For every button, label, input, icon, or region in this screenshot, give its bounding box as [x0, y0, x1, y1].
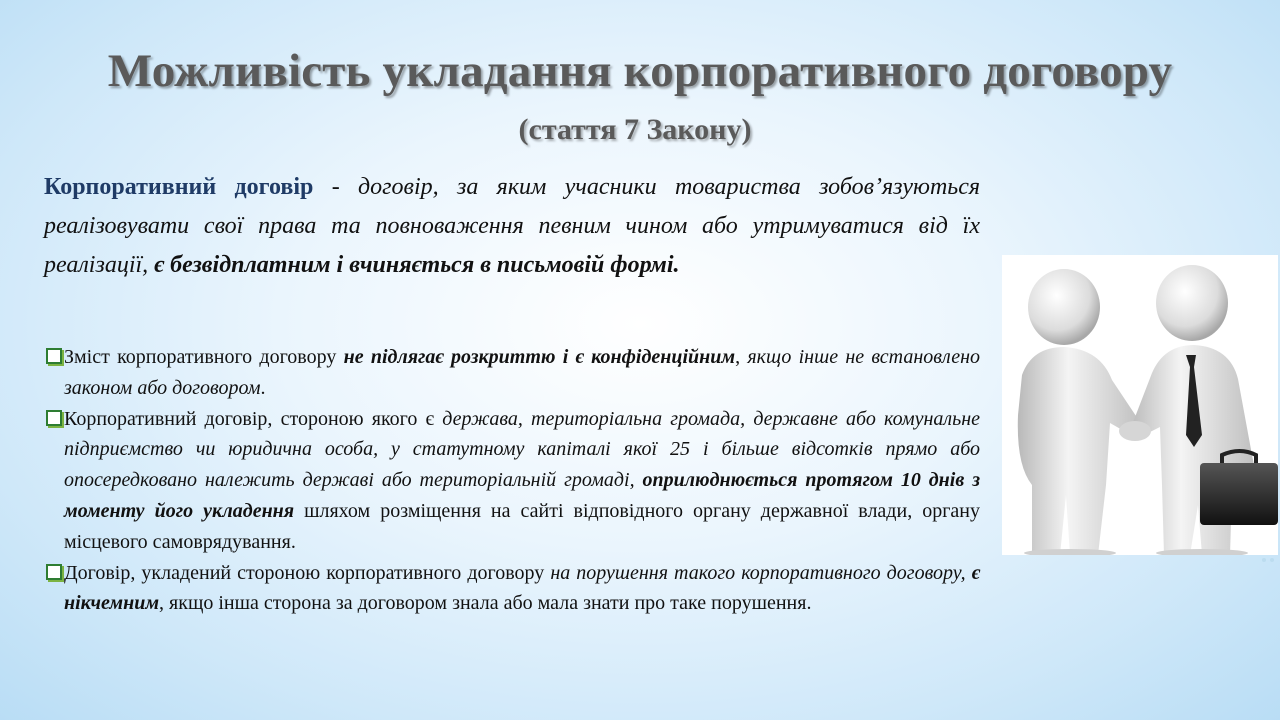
bullet-text-segment: ,: [735, 346, 748, 368]
bullet-text-segment: не підлягає розкриттю і є конфіденційним: [343, 346, 736, 368]
bullet-text-segment: шляхом розміщення на сайті відповідного органу державної влади, органу місцевого самоврядування.: [64, 499, 980, 553]
bullet-text-segment: Зміст корпоративного договору: [64, 346, 344, 368]
bullet-text-segment: на порушення такого корпоративного договору,: [550, 561, 972, 584]
bullet-list: [46, 342, 980, 619]
slide-subtitle: (стаття 7 Закону): [518, 113, 752, 146]
bullet-item: [46, 558, 980, 620]
bullet-text-segment: Договір, укладений стороною корпоративного договору: [64, 561, 551, 584]
definition-dash: -: [313, 174, 359, 200]
bullet-text-segment: держава, територіальна громада, державне або комунальне підприємство чи юридична особа, у статутному капіталі якої 25 і більше відсотків прямо або опосередковано належить державі або територіальній громаді,: [64, 407, 980, 492]
checkbox-bullet-icon: [46, 348, 62, 364]
bullet-text-segment: , якщо інша сторона за договором знала або мала знати про таке порушення.: [159, 592, 812, 615]
definition-paragraph: [44, 168, 980, 285]
bullet-text-segment: оприлюднюється протягом 10 днів з моменту його укладення: [64, 469, 980, 522]
slide-title: Можливість укладання корпоративного договору: [107, 45, 1173, 97]
bullet-text-segment: .: [260, 376, 266, 399]
checkbox-bullet-icon: [46, 564, 62, 580]
definition-text: договір, за яким учасники товариства зобов’язуються реалізовувати свої права та повноваження певним чином або утримуватися від їх реалізації,: [44, 174, 980, 278]
bullet-item: [46, 404, 980, 558]
bullet-text-segment: Корпоративний договір, стороною якого є: [64, 407, 443, 430]
checkbox-bullet-icon: [46, 410, 62, 426]
definition-emphasis: є безвідплатним і вчиняється в письмовій формі.: [154, 252, 680, 278]
decorative-dots: [1260, 555, 1280, 565]
bullet-text-segment: якщо інше не встановлено законом або договором: [64, 346, 980, 399]
illustration: [1002, 255, 1278, 555]
bullet-text-segment: є нікчемним: [64, 561, 980, 615]
definition-term: Корпоративний договір: [44, 174, 314, 200]
handshake-figures-icon: [1002, 255, 1278, 555]
bullet-item: [46, 342, 980, 404]
